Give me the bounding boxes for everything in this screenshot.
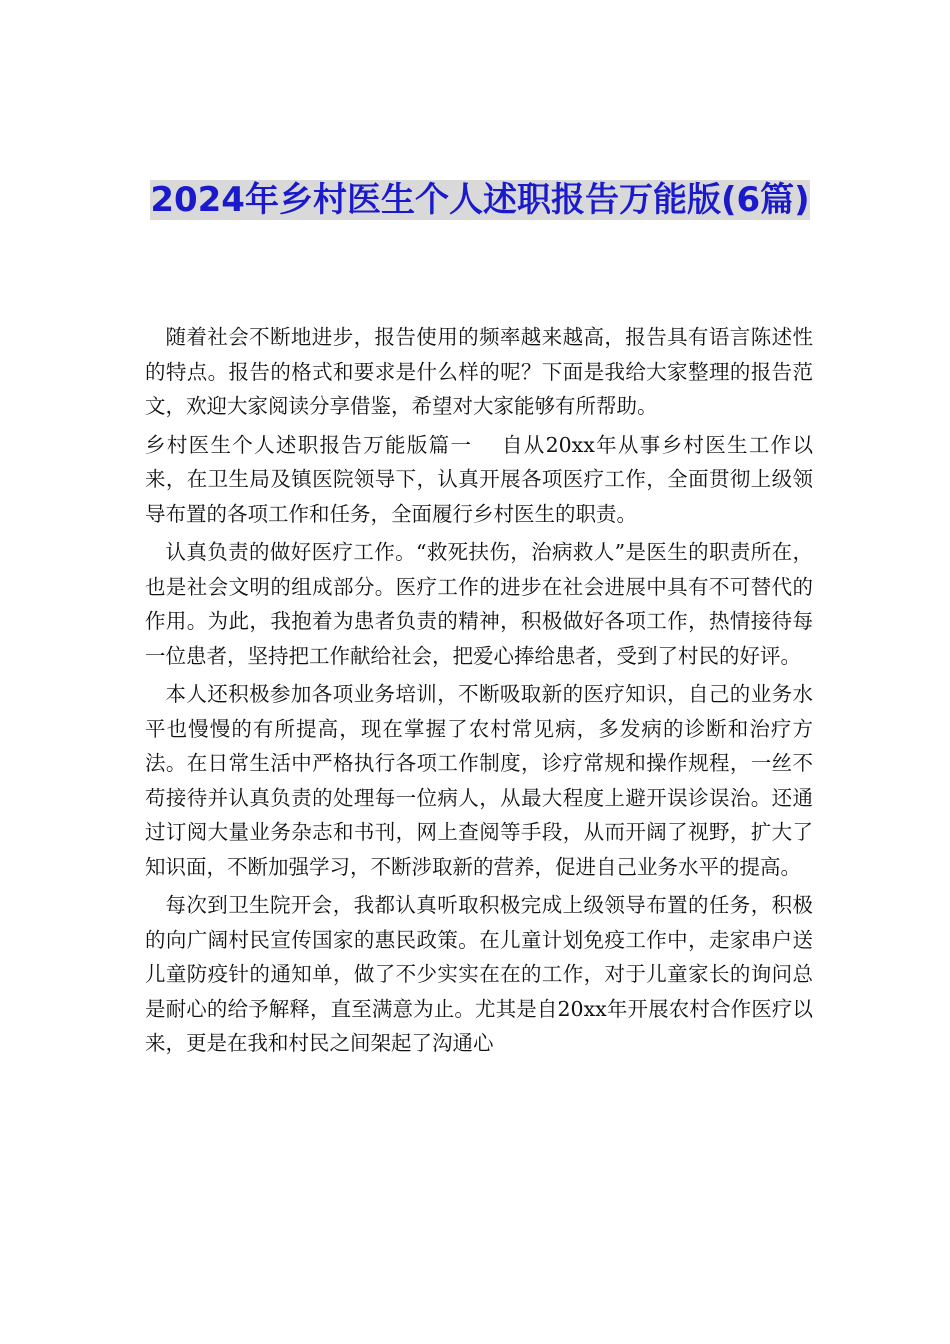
- document-title-text: 2024年乡村医生个人述职报告万能版(6篇): [150, 180, 810, 220]
- paragraph-medical-work: 认真负责的做好医疗工作。“救死扶伤，治病救人”是医生的职责所在，也是社会文明的组成部分。医疗工作的进步在社会进展中具有不可替代的作用。为此，我抱着为患者负责的精神，积极做好各项工作，热情接待每一位患者，坚持把工作献给社会，把爱心捧给患者，受到了村民的好评。: [145, 540, 813, 668]
- paragraph-meetings: 每次到卫生院开会，我都认真听取积极完成上级领导布置的任务，积极的向广阔村民宣传国家的惠民政策。在儿童计划免疫工作中，走家串户送儿童防疫针的通知单，做了不少实实在在的工作，对于儿童家长的询问总是耐心的给予解释，直至满意为止。尤其是自20xx年开展农村合作医疗以来，更是在我和村民之间架起了沟通心: [145, 893, 813, 1055]
- document-body: [145, 320, 813, 1065]
- paragraph-section-one: 乡村医生个人述职报告万能版篇一 自从20xx年从事乡村医生工作以来，在卫生局及镇医院领导下，认真开展各项医疗工作，全面贯彻上级领导布置的各项工作和任务，全面履行乡村医生的职责。: [145, 432, 813, 526]
- document-title: [140, 176, 820, 224]
- paragraph-intro: 随着社会不断地进步，报告使用的频率越来越高，报告具有语言陈述性的特点。报告的格式和要求是什么样的呢？下面是我给大家整理的报告范文，欢迎大家阅读分享借鉴，希望对大家能够有所帮助。: [145, 325, 813, 418]
- paragraph-training: 本人还积极参加各项业务培训，不断吸取新的医疗知识，自己的业务水平也慢慢的有所提高，现在掌握了农村常见病，多发病的诊断和治疗方法。在日常生活中严格执行各项工作制度，诊疗常规和操作规程，一丝不苟接待并认真负责的处理每一位病人，从最大程度上避开误诊误治。还通过订阅大量业务杂志和书刊，网上查阅等手段，从而开阔了视野，扩大了知识面，不断加强学习，不断涉取新的营养，促进自己业务水平的提高。: [145, 682, 813, 879]
